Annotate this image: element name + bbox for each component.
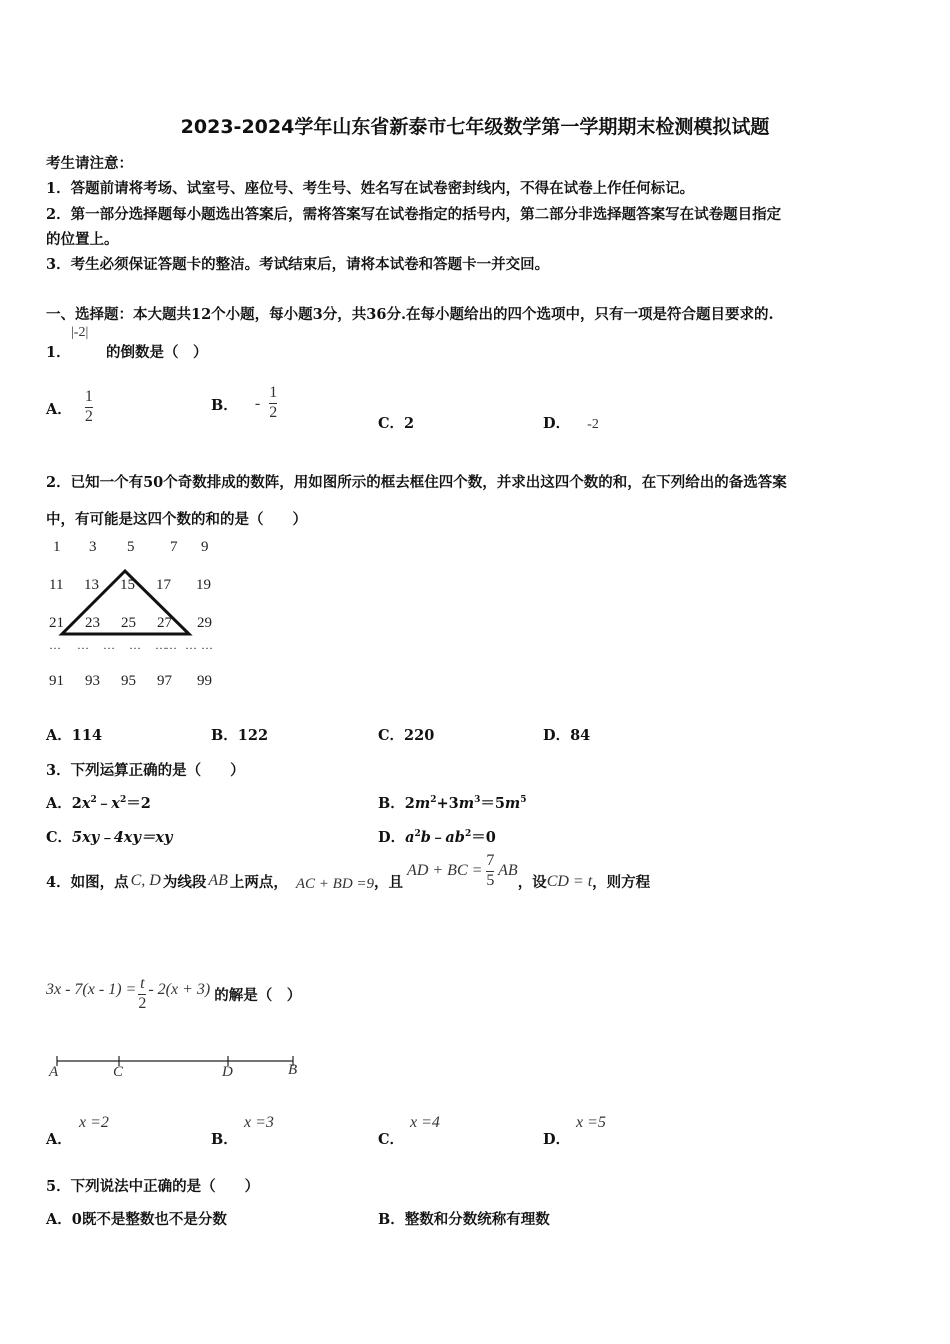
q1-b-sign: - <box>254 394 261 412</box>
q4-text: ，则方程 <box>592 873 651 891</box>
notice-line-3: 3．考生必须保证答题卡的整洁。考试结束后，请将本试卷和答题卡一并交回。 <box>46 256 550 273</box>
q4-c-expr: x =4 <box>410 1114 440 1131</box>
q1-d-value: -2 <box>587 417 599 432</box>
q1-c-label: C． <box>378 415 405 432</box>
q2-b-value: 122 <box>237 727 269 744</box>
q4-text: 4．如图，点 <box>46 873 129 891</box>
grid-cell: 9 <box>201 539 209 555</box>
grid-ellipsis: … <box>185 638 197 652</box>
point-label-d: D <box>222 1064 233 1080</box>
q4-text: ，且 <box>374 873 404 891</box>
q4-cond2-fraction: $\frac{7}{5}$ <box>486 851 495 889</box>
q4-points-cd: C, D <box>130 872 161 889</box>
grid-cell: 7 <box>170 539 178 555</box>
grid-ellipsis: … <box>103 638 115 652</box>
grid-cell: 97 <box>157 673 172 689</box>
q3-stem: 3．下列运算正确的是（ ） <box>46 762 245 779</box>
grid-ellipsis: … <box>155 638 167 652</box>
grid-cell: 93 <box>85 673 100 689</box>
q2-b-label: B． <box>211 727 238 744</box>
grid-cell: 15 <box>120 577 135 593</box>
q2-stem-line-1: 2．已知一个有50个奇数排成的数阵，用如图所示的框去框住四个数，并求出这四个数的和，在下列给出的备选答案 <box>46 474 787 491</box>
q1-option-d[interactable] <box>543 412 599 433</box>
q1-a-fraction: $\frac{1}{2}$ <box>84 388 93 425</box>
q1-d-label: D． <box>543 415 571 432</box>
q5-option-a[interactable]: A．0既不是整数也不是分数 <box>46 1211 227 1228</box>
q4-equation-tail: 的解是（ ） <box>214 986 302 1004</box>
q4-d-label: D． <box>543 1131 571 1148</box>
q2-option-c[interactable] <box>378 724 434 745</box>
q4-text: ，设 <box>517 873 547 891</box>
notice-line-2b: 的位置上。 <box>46 231 119 248</box>
grid-cell: 19 <box>196 577 211 593</box>
q4-a-expr: x =2 <box>79 1114 109 1131</box>
q5-stem: 5．下列说法中正确的是（ ） <box>46 1178 260 1195</box>
grid-cell: 11 <box>49 577 64 593</box>
grid-cell: 5 <box>127 539 135 555</box>
q4-d-expr: x =5 <box>576 1114 606 1131</box>
q3-a-label: A． <box>46 795 72 812</box>
q2-option-a[interactable] <box>46 724 102 745</box>
q3-b-label: B． <box>378 795 405 812</box>
line-segment-diagram <box>0 1050 320 1090</box>
point-label-b: B <box>288 1062 298 1078</box>
q2-a-label: A． <box>46 727 72 744</box>
notice-line-1: 1．答题前请将考场、试室号、座位号、考生号、姓名写在试卷密封线内，不得在试卷上作任何标记。 <box>46 180 695 197</box>
q3-c-label: C． <box>46 829 73 846</box>
q3-c-expr: 5xy﹣4xy＝xy <box>72 829 173 846</box>
notice-header: 考生请注意： <box>46 155 133 172</box>
grid-cell: 13 <box>84 577 99 593</box>
grid-cell: 27 <box>157 615 172 631</box>
q2-d-value: 84 <box>570 727 591 744</box>
grid-cell: 25 <box>121 615 136 631</box>
q3-option-c[interactable] <box>46 826 172 847</box>
q4-c-label: C． <box>378 1131 405 1148</box>
q2-a-value: 114 <box>71 727 103 744</box>
grid-cell: 29 <box>197 615 212 631</box>
q2-c-label: C． <box>378 727 405 744</box>
q4-condition-3: CD = t <box>546 873 593 890</box>
grid-ellipsis: … <box>129 638 141 652</box>
grid-cell: 91 <box>49 673 64 689</box>
q4-text: 上两点， <box>229 873 288 891</box>
q1-a-label: A． <box>46 400 72 418</box>
q3-d-label: D． <box>378 829 406 846</box>
q2-d-label: D． <box>543 727 571 744</box>
section-heading: 一、选择题：本大题共12个小题，每小题3分，共36分.在每小题给出的四个选项中，只有一项是符合题目要求的. <box>46 306 774 323</box>
q4-equation-left: 3x - 7(x - 1) = <box>46 981 137 998</box>
q2-option-b[interactable] <box>211 724 268 745</box>
q1-c-value: 2 <box>404 415 415 432</box>
q3-option-d[interactable] <box>378 826 496 847</box>
grid-cell: 3 <box>89 539 97 555</box>
q4-cond2-right: AB <box>498 861 518 879</box>
q4-condition-2 <box>407 853 518 890</box>
q3-a-expr: $2x^2﹣x^2=2$ <box>71 795 151 812</box>
q2-c-value: 220 <box>404 727 435 744</box>
q4-equation-fraction: $\frac{t}{2}$ <box>138 974 147 1012</box>
q4-condition-1: AC + BD =9 <box>295 875 375 892</box>
q1-b-label: B． <box>211 396 238 414</box>
q1-stem: 的倒数是（ ） <box>106 344 208 361</box>
q3-option-b[interactable] <box>378 792 527 813</box>
q1-b-fraction: $\frac{1}{2}$ <box>269 384 278 421</box>
grid-cell: 95 <box>121 673 136 689</box>
q4-a-label: A． <box>46 1131 72 1148</box>
grid-cell: 99 <box>197 673 212 689</box>
q1-abs-expr: |-2| <box>71 325 89 340</box>
grid-ellipsis: … <box>77 638 89 652</box>
point-label-c: C <box>113 1064 124 1080</box>
page-title: 2023-2024学年山东省新泰市七年级数学第一学期期末检测模拟试题 <box>180 116 770 138</box>
triangle-frame <box>0 0 260 700</box>
grid-ellipsis: … <box>49 638 61 652</box>
grid-cell: 1 <box>53 539 61 555</box>
grid-cell: 17 <box>156 577 171 593</box>
q4-b-expr: x =3 <box>244 1114 274 1131</box>
notice-line-2a: 2．第一部分选择题每小题选出答案后，需将答案写在试卷指定的括号内，第二部分非选择题答案写在试卷题目指定 <box>46 206 782 223</box>
q4-stem-line-1 <box>46 851 651 906</box>
q4-equation-line <box>46 972 301 1016</box>
q4-b-label: B． <box>211 1131 238 1148</box>
q1-option-c[interactable] <box>378 412 414 433</box>
grid-ellipsis: … <box>165 638 177 652</box>
q3-d-expr: $a^2b﹣ab^2=0$ <box>405 829 496 846</box>
q5-option-b[interactable]: B．整数和分数统称有理数 <box>378 1211 550 1228</box>
q2-option-d[interactable] <box>543 724 590 745</box>
grid-cell: 23 <box>85 615 100 631</box>
point-label-a: A <box>49 1064 59 1080</box>
q4-text: 为线段 <box>162 873 207 891</box>
q4-segment-ab: AB <box>208 872 228 889</box>
grid-ellipsis: … <box>201 638 213 652</box>
q4-cond2-left: AD + BC = <box>407 861 483 879</box>
grid-cell: 21 <box>49 615 64 631</box>
q3-option-a[interactable] <box>46 792 151 813</box>
q4-equation-right: - 2(x + 3) <box>148 981 211 998</box>
q3-b-expr: $2m^2+3m^3=5m^5$ <box>404 795 527 812</box>
q1-number: 1． <box>46 344 71 361</box>
q2-stem-line-2: 中，有可能是这四个数的和的是（ ） <box>46 511 307 528</box>
